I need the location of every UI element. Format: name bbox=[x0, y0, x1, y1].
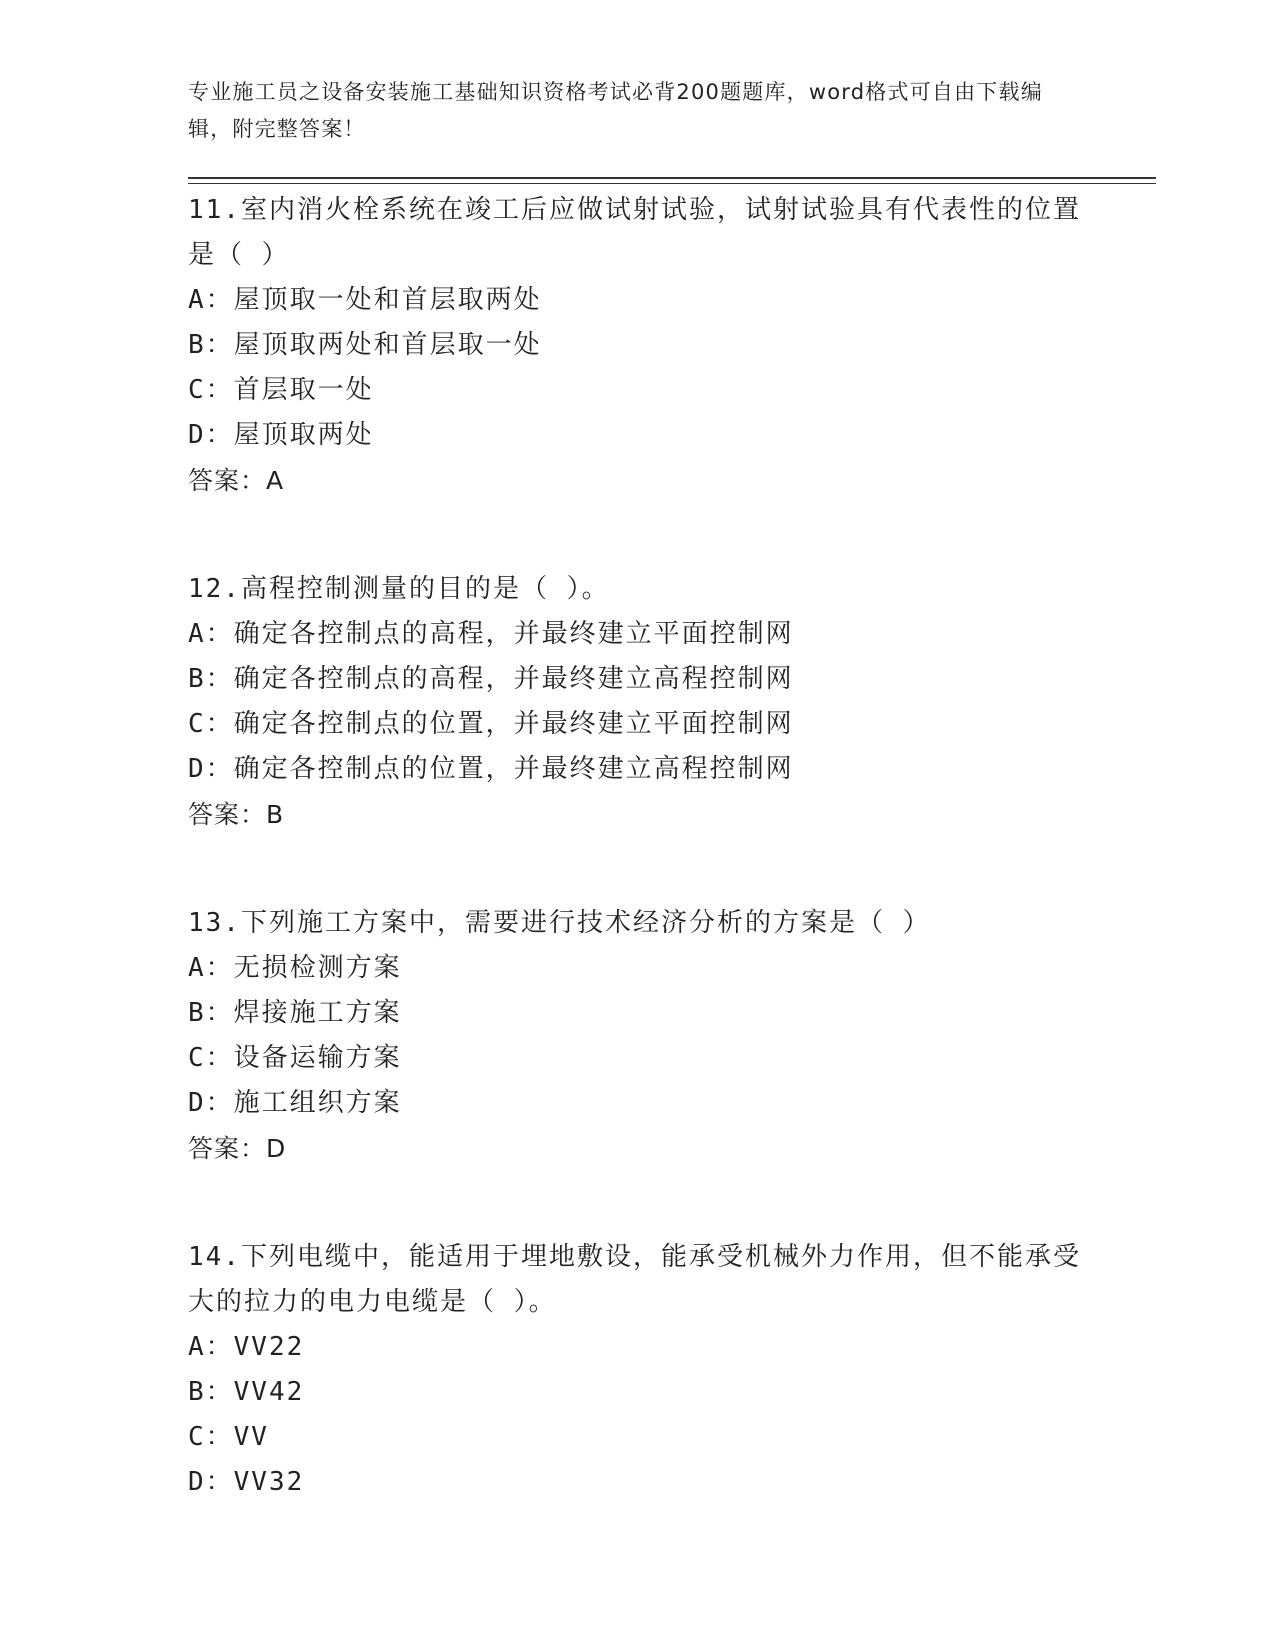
option-a: A：确定各控制点的高程，并最终建立平面控制网 bbox=[188, 619, 794, 649]
question-14 bbox=[188, 1235, 1088, 1505]
option-a: A：VV22 bbox=[188, 1332, 305, 1362]
question-stem: 14.下列电缆中，能适用于埋地敷设，能承受机械外力作用，但不能承受大的拉力的电力电缆是（ ）。 bbox=[188, 1242, 1081, 1317]
option-b: B：VV42 bbox=[188, 1377, 305, 1407]
option-d: D：屋顶取两处 bbox=[188, 420, 374, 450]
answer-text: 答案：D bbox=[188, 1134, 287, 1163]
option-a: A：屋顶取一处和首层取两处 bbox=[188, 285, 542, 315]
question-13 bbox=[188, 901, 1088, 1171]
option-c: C：VV bbox=[188, 1422, 269, 1452]
option-c: C：设备运输方案 bbox=[188, 1043, 402, 1073]
option-a: A：无损检测方案 bbox=[188, 953, 402, 983]
question-11 bbox=[188, 188, 1088, 503]
header-divider-thin bbox=[188, 183, 1156, 184]
answer-text: 答案：B bbox=[188, 800, 285, 829]
question-stem: 12.高程控制测量的目的是（ ）。 bbox=[188, 574, 610, 604]
question-stem: 13.下列施工方案中，需要进行技术经济分析的方案是（ ） bbox=[188, 908, 931, 938]
option-d: D：VV32 bbox=[188, 1467, 305, 1497]
option-b: B：确定各控制点的高程，并最终建立高程控制网 bbox=[188, 664, 794, 694]
header-divider-thick bbox=[188, 177, 1156, 179]
option-c: C：确定各控制点的位置，并最终建立平面控制网 bbox=[188, 709, 794, 739]
document-header: 专业施工员之设备安装施工基础知识资格考试必背200题题库，word格式可自由下载编辑，附完整答案！ bbox=[188, 80, 1043, 141]
option-c: C：首层取一处 bbox=[188, 375, 374, 405]
option-d: D：施工组织方案 bbox=[188, 1088, 402, 1118]
answer-text: 答案：A bbox=[188, 466, 285, 495]
option-b: B：屋顶取两处和首层取一处 bbox=[188, 330, 542, 360]
question-12 bbox=[188, 567, 1088, 837]
option-d: D：确定各控制点的位置，并最终建立高程控制网 bbox=[188, 754, 794, 784]
question-stem: 11.室内消火栓系统在竣工后应做试射试验，试射试验具有代表性的位置是（ ） bbox=[188, 195, 1081, 270]
option-b: B：焊接施工方案 bbox=[188, 998, 402, 1028]
question-list bbox=[188, 188, 1088, 1569]
